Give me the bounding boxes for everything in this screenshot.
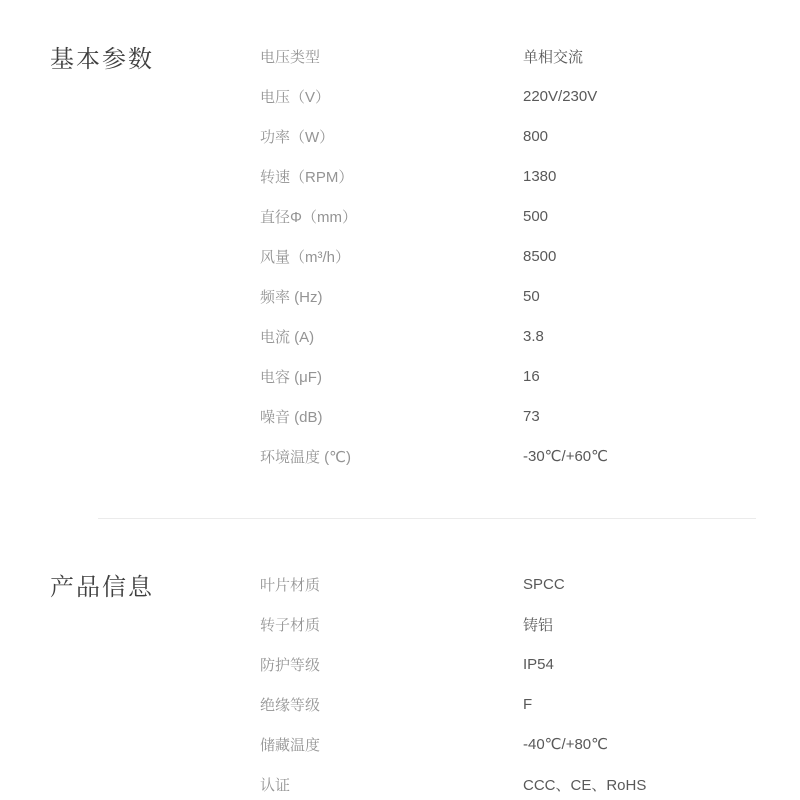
spec-value: 8500 bbox=[523, 247, 557, 265]
spec-value: 220V/230V bbox=[523, 87, 598, 105]
spec-row-voltage-type bbox=[260, 36, 800, 76]
section-divider bbox=[98, 518, 756, 519]
spec-label: 叶片材质 bbox=[260, 576, 321, 594]
spec-label: 认证 bbox=[260, 776, 291, 794]
spec-value: CCC、CE、RoHS bbox=[523, 776, 647, 794]
spec-value: 50 bbox=[523, 287, 540, 305]
spec-label: 电压类型 bbox=[260, 48, 321, 66]
spec-row-blade-material bbox=[260, 564, 800, 604]
spec-row-current bbox=[260, 316, 800, 356]
spec-label: 电压（V） bbox=[260, 88, 331, 106]
spec-value: -30℃/+60℃ bbox=[523, 448, 608, 465]
spec-value: 铸铝 bbox=[523, 616, 554, 634]
spec-label: 频率 (Hz) bbox=[260, 288, 323, 306]
spec-row-certification bbox=[260, 764, 800, 800]
spec-value: IP54 bbox=[523, 655, 554, 673]
spec-label: 转速（RPM） bbox=[260, 168, 354, 186]
spec-value: 3.8 bbox=[523, 327, 544, 345]
spec-row-rotor-material bbox=[260, 604, 800, 644]
spec-row-speed bbox=[260, 156, 800, 196]
product-info-rows bbox=[260, 564, 800, 800]
spec-value: 16 bbox=[523, 367, 540, 385]
spec-label: 功率（W） bbox=[260, 128, 335, 146]
spec-label: 噪音 (dB) bbox=[260, 408, 323, 426]
section-title-product-info: 产品信息 bbox=[50, 574, 154, 601]
spec-row-storage-temp bbox=[260, 724, 800, 764]
basic-params-rows bbox=[260, 36, 800, 476]
spec-value: -40℃/+80℃ bbox=[523, 736, 608, 753]
spec-label: 风量（m³/h） bbox=[260, 248, 351, 266]
spec-value: 73 bbox=[523, 407, 540, 425]
section-product-info bbox=[50, 564, 800, 800]
spec-value: 1380 bbox=[523, 167, 557, 185]
spec-value: SPCC bbox=[523, 575, 565, 593]
spec-row-protection-rating bbox=[260, 644, 800, 684]
spec-row-frequency bbox=[260, 276, 800, 316]
spec-label: 电容 (μF) bbox=[260, 368, 322, 386]
spec-row-diameter bbox=[260, 196, 800, 236]
spec-row-insulation-class bbox=[260, 684, 800, 724]
spec-row-voltage bbox=[260, 76, 800, 116]
section-basic-params bbox=[50, 36, 800, 476]
spec-row-airflow bbox=[260, 236, 800, 276]
spec-value: F bbox=[523, 695, 533, 713]
section-title-basic-params: 基本参数 bbox=[50, 46, 154, 73]
spec-label: 环境温度 (℃) bbox=[260, 448, 352, 466]
spec-value: 800 bbox=[523, 127, 549, 145]
spec-label: 转子材质 bbox=[260, 616, 321, 634]
spec-label: 储藏温度 bbox=[260, 736, 321, 754]
spec-row-noise bbox=[260, 396, 800, 436]
spec-label: 绝缘等级 bbox=[260, 696, 321, 714]
spec-row-power bbox=[260, 116, 800, 156]
spec-label: 直径Φ（mm） bbox=[260, 208, 357, 226]
spec-value: 500 bbox=[523, 207, 549, 225]
spec-label: 电流 (A) bbox=[260, 328, 315, 346]
spec-label: 防护等级 bbox=[260, 656, 321, 674]
spec-value: 单相交流 bbox=[523, 48, 584, 66]
spec-row-ambient-temp bbox=[260, 436, 800, 476]
spec-row-capacitance bbox=[260, 356, 800, 396]
